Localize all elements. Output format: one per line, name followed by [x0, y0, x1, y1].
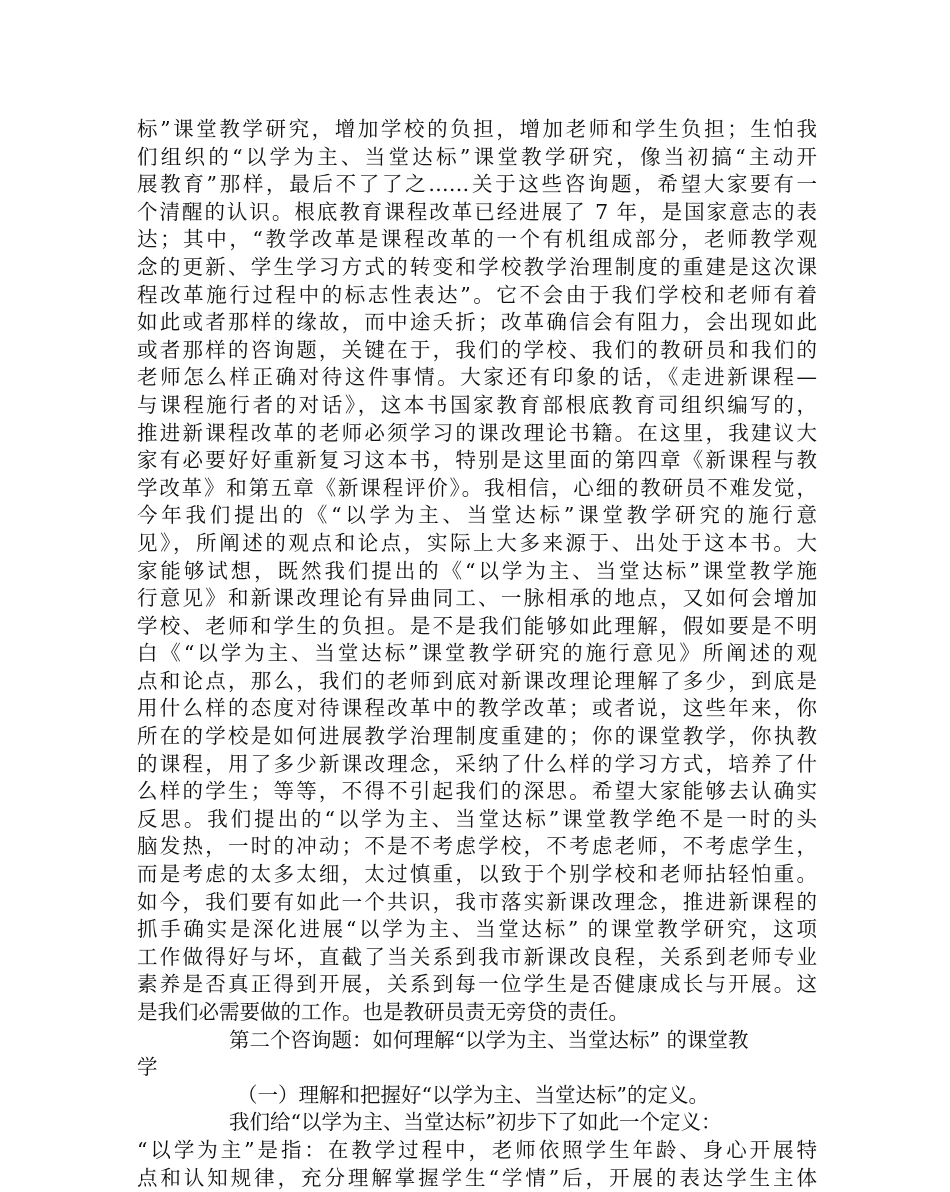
text-line: “以学为主”是指：在教学过程中，老师依照学生年龄、身心开展特 [137, 1137, 817, 1162]
text-line: 点和论点，那么，我们的老师到底对新课改理论理解了多少，到底是 [137, 668, 817, 693]
section-heading: 第二个咨询题：如何理解“以学为主、当堂达标” 的课堂教 [229, 1027, 749, 1052]
text-line: 学改革》和第五章《新课程评价》。我相信，心细的教研员不难发觉， [137, 475, 817, 500]
text-line: 素养是否真正得到开展，关系到每一位学生是否健康成长与开展。这 [137, 972, 817, 997]
text-line: 老师怎么样正确对待这件事情。大家还有印象的话，《走进新课程— [137, 365, 817, 390]
text-line: 展教育”那样，最后不了了之……关于这些咨询题，希望大家要有一 [137, 172, 817, 197]
text-line: 程改革施行过程中的标志性表达”。它不会由于我们学校和老师有着 [137, 282, 817, 307]
text-line: 脑发热，一时的冲动；不是不考虑学校，不考虑老师，不考虑学生， [137, 834, 817, 859]
text-line: 推进新课程改革的老师必须学习的课改理论书籍。在这里，我建议大 [137, 420, 817, 445]
text-line: 的课程，用了多少新课改理念，采纳了什么样的学习方式，培养了什 [137, 751, 817, 776]
text-line: 如此或者那样的缘故，而中途夭折；改革确信会有阻力，会出现如此 [137, 310, 817, 335]
text-line: 学校、老师和学生的负担。是不是我们能够如此理解，假如要是不明 [137, 613, 817, 638]
text-line: 家有必要好好重新复习这本书，特别是这里面的第四章《新课程与教 [137, 448, 817, 473]
text-line: 么样的学生；等等，不得不引起我们的深思。希望大家能够去认确实 [137, 779, 817, 804]
text-line: 抓手确实是深化进展“以学为主、当堂达标” 的课堂教学研究，这项 [137, 917, 817, 942]
section-heading-continued: 学 [137, 1055, 158, 1080]
text-line: 今年我们提出的《“以学为主、当堂达标”课堂教学研究的施行意 [137, 503, 817, 528]
text-line: 我们给“以学为主、当堂达标”初步下了如此一个定义： [229, 1110, 722, 1135]
text-line: 而是考虑的太多太细，太过慎重，以致于个别学校和老师拈轻怕重。 [137, 862, 817, 887]
text-line: 标”课堂教学研究，增加学校的负担，增加老师和学生负担；生怕我 [137, 117, 817, 141]
text-line: 家能够试想，既然我们提出的《“以学为主、当堂达标”课堂教学施 [137, 558, 817, 583]
text-line: 行意见》和新课改理论有异曲同工、一脉相承的地点，又如何会增加 [137, 586, 817, 611]
text-line: 点和认知规律，充分理解掌握学生“学情”后，开展的表达学生主体 [137, 1165, 817, 1190]
text-line: 白《“以学为主、当堂达标”课堂教学研究的施行意见》所阐述的观 [137, 641, 817, 666]
text-line: 用什么样的态度对待课程改革中的教学改革；或者说，这些年来，你 [137, 696, 817, 721]
text-line: 工作做得好与坏，直截了当关系到我市新课改良程，关系到老师专业 [137, 944, 817, 969]
text-line: 们组织的“以学为主、当堂达标”课堂教学研究，像当初搞“主动开 [137, 144, 817, 169]
text-line: 达；其中，“教学改革是课程改革的一个有机组成部分，老师教学观 [137, 227, 817, 252]
text-line: 所在的学校是如何进展教学治理制度重建的；你的课堂教学，你执教 [137, 724, 817, 749]
text-line: 是我们必需要做的工作。也是教研员责无旁贷的责任。 [137, 1000, 629, 1024]
text-line: 念的更新、学生学习方式的转变和学校教学治理制度的重建是这次课 [137, 254, 817, 279]
text-line: 或者那样的咨询题，关键在于，我们的学校、我们的教研员和我们的 [137, 337, 817, 362]
body-text [137, 116, 817, 1192]
text-line: 反思。我们提出的“以学为主、当堂达标”课堂教学绝不是一时的头 [137, 806, 817, 831]
text-line: 见》，所阐述的观点和论点，实际上大多来源于、出处于这本书。大 [137, 530, 817, 555]
text-line: 与课程施行者的对话》，这本书国家教育部根底教育司组织编写的， [137, 392, 817, 417]
text-line: 如今，我们要有如此一个共识，我市落实新课改理念，推进新课程的 [137, 889, 817, 914]
text-line: 个清醒的认识。根底教育课程改革已经进展了 7 年，是国家意志的表 [137, 199, 817, 224]
subsection-heading: （一）理解和把握好“以学为主、当堂达标”的定义。 [237, 1082, 709, 1107]
